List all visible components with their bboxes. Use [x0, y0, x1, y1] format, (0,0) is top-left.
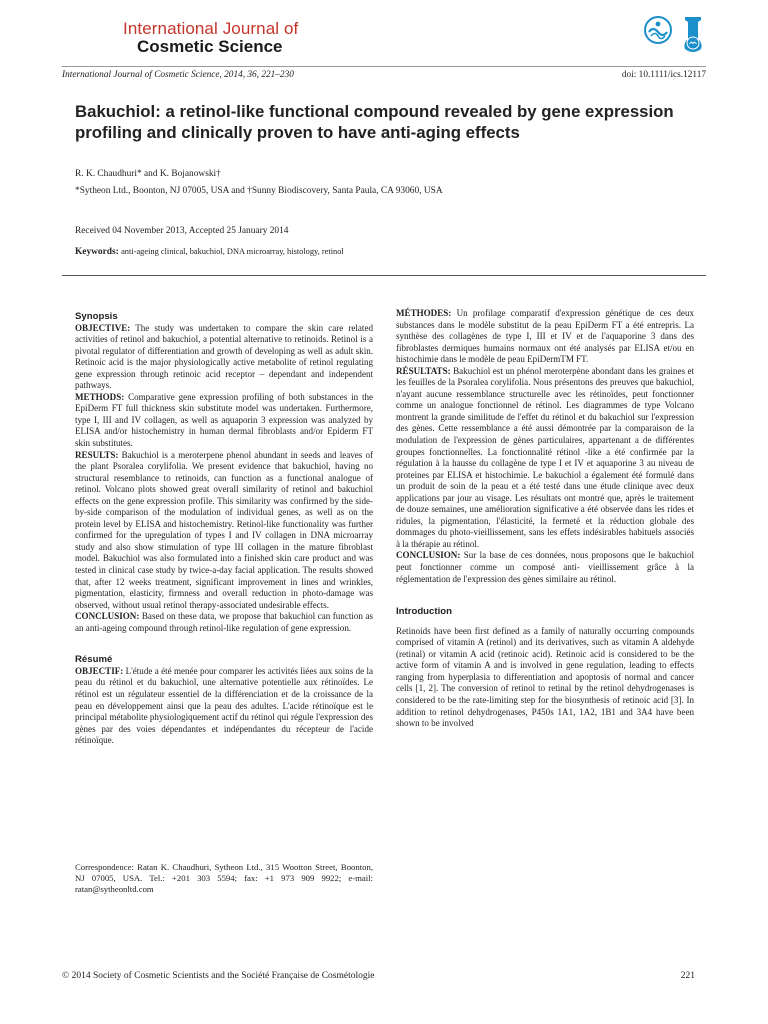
section-divider	[62, 275, 706, 276]
header-divider	[62, 66, 706, 67]
keywords	[75, 247, 344, 257]
label: RESULTS:	[75, 449, 119, 460]
journal-title-line1: International Journal of	[123, 19, 299, 38]
authors: R. K. Chaudhuri* and K. Bojanowski†	[75, 169, 221, 179]
synopsis-heading: Synopsis	[75, 311, 118, 322]
label: CONCLUSION:	[75, 611, 140, 622]
label: MÉTHODES:	[396, 308, 452, 318]
text: Bakuchiol est un phénol meroterpène abondant dans les graines et les feuilles de la Psoralea corylifolia. Nous présentons des preuves que bakuchiol, n'ayant aucune ressemblance structurelle avec les rétinoïdes, peut fonctionner comme un analogue fonctionnel de rétinol. Les diagrammes de type Volcano montrent la grande similitude de l'effet du rétinol et du bakuchiol sur l'expression des gènes. Cette ressemblance a été aussi démontrée par la comparaison de la modulation de l'expression de gènes particulaires, appartenant a de différentes groupes fonctionnelles. La fonctionnalité rétinol -like a été confirmée par la régulation à la hausse du collagène de type I et IV et aquaporine 3 au niveau de proteines par ELISA et histochimie. Le bakuchiol a également été formulé dans un produit de soin de la peau et a été testé dans une étude clinique avec deux applications par jour au visage. Les résultats ont montré que, après le traitement de douze semaines, une amélioration significative a été observée dans les rides et ridules, la pigmentation, l'élasticité, la fermeté et la réduction globale des dommages du photo-vieillissement, sans les effets indésirables habituels associés à la thérapie au rétinol.	[396, 365, 694, 549]
introduction-text: Retinoids have been first defined as a family of naturally occurring compounds comprised of vitamin A (retinol) and its derivatives, such as vitamin A aldehyde (retinal) or vitamin A acid (retinoic acid). Retinoic acid is considered to be the active form of vitamin A and is involved in gene regulation, leading to effects ranging from hyperplasia to differentiation and apoptosis of normal and cancer cells [1, 2]. The conversion of retinol to retinal by the retinol dehydrogenases is considered to be the rate-limiting step for the biosynthesis of retinoic acid [3]. In addition to retinol dehydrogenases, P450s 1A1, 1A2, 1B1 and 3A4 have been shown to be involved	[396, 625, 694, 729]
wave-logo-icon	[643, 15, 673, 58]
synopsis-objective	[75, 323, 373, 392]
left-column	[75, 311, 373, 747]
keywords-list: anti-ageing clinical, bakuchiol, DNA microarray, histology, retinol	[121, 247, 344, 256]
resume-conclusion	[396, 550, 694, 585]
resume-methods	[396, 308, 694, 366]
text: L'étude a été menée pour comparer les activités liées aux soins de la peau du rétinol et du bakuchiol, une alternative potentielle aux rétinoïdes. Le rétinol est un régulateur essentiel de la différenciation et de la croissance de la peau en développement ainsi que la peau des adultes. L'acide rétinoïque est le principal métabolite physiologiquement actif du rétinol qui régule l'expression des gènes par des voies dépendantes et indépendantes du récepteur de l'acide rétinoïque.	[75, 665, 373, 746]
scs-shield-logo-icon	[681, 15, 705, 58]
introduction-heading: Introduction	[396, 606, 452, 618]
citation: International Journal of Cosmetic Science, 2014, 36, 221–230	[62, 70, 294, 80]
journal-logos	[643, 15, 705, 58]
text: Comparative gene expression profiling of both substances in the EpiDerm FT full thickness skin substitute model was undertaken. Furthermore, type I, III and IV collagen, as well as aquaporin 3 expression was analyzed by ELISA and/or histochemistry in human dermal fibroblasts and/or Epiderm FT skin substitutes.	[75, 391, 373, 449]
keywords-label: Keywords:	[75, 247, 119, 257]
resume-heading: Résumé	[75, 654, 113, 666]
label: OBJECTIVE:	[75, 322, 131, 333]
label: METHODS:	[75, 391, 125, 402]
copyright: © 2014 Society of Cosmetic Scientists and the Société Française de Cosmétologie	[62, 971, 375, 981]
text: Based on these data, we propose that bakuchiol can function as an anti-ageing compound through retinol-like regulation of gene expression.	[75, 611, 373, 633]
journal-title-line2: Cosmetic Science	[137, 37, 283, 56]
affiliation: *Sytheon Ltd., Boonton, NJ 07005, USA and †Sunny Biodiscovery, Santa Paula, CA 93060, USA	[75, 186, 443, 196]
doi[interactable]: doi: 10.1111/ics.12117	[621, 70, 706, 80]
article-title: Bakuchiol: a retinol-like functional compound revealed by gene expression profiling and clinically proven to have anti-aging effects	[75, 102, 674, 142]
label: CONCLUSION:	[396, 550, 461, 561]
label: RÉSULTATS:	[396, 365, 451, 376]
page-number: 221	[680, 971, 695, 981]
synopsis-results	[75, 450, 373, 612]
resume-results	[396, 366, 694, 551]
label: OBJECTIF:	[75, 665, 124, 676]
right-column	[396, 308, 694, 730]
text: The study was undertaken to compare the skin care related activities of retinol and bakuchiol, a potential alternative to retinoids. Retinol is a pivotal regulator of differentiation and growth of developing as well as adult skin. Retinoic acid is the major physiologically active metabolite of retinol regulating gene expression through retinoic acid receptor – dependant and independent pathways.	[75, 322, 373, 391]
text: Sur la base de ces données, nous proposons que le bakuchiol peut fonctionner comme un composé anti- vieillissement grâce à la réglementation de l'expression des gènes similaire au rétinol.	[396, 550, 694, 584]
journal-title	[123, 20, 298, 55]
synopsis-methods	[75, 392, 373, 450]
synopsis-conclusion	[75, 611, 373, 634]
text: Bakuchiol is a meroterpene phenol abundant in seeds and leaves of the plant Psoralea corylifolia. We present evidence that bakuchiol, having no structural resemblance to retinoids, can function as a functional analogue of retinol. Volcano plots showed great overall similarity of retinol and bakuchiol effects on the gene expression profile. This similarity was confirmed by the side-by-side comparison of the modulation of individual genes, as well as on the protein level by ELISA and histochemistry. Retinol-like functionality was further confirmed for the upregulation of types I and IV collagen in DNA microarray study and also show stimulation of type III collagen in the mature fibroblast model. Bakuchiol was also formulated into a finished skin care product and was tested in clinical case study by twice-a-day facial application. The results showed that, after 12 weeks treatment, significant improvement in lines and wrinkles, pigmentation, elasticity, firmness and overall reduction in photo-damage was observed, without usual retinol therapy-associated undesirable effects.	[75, 449, 373, 610]
text: Un profilage comparatif d'expression génétique de ces deux substances dans le modèle substitut de la peau EpiDerm FT a été entrepris. La synthèse des collagènes de type I, III et IV et de l'aquaporine 3 dans des fibroblastes dermiques humains normaux ont été analysés par ELISA et/ou en histochimie dans le modèle de peau EpiDermTM FT.	[396, 308, 694, 365]
received-date: Received 04 November 2013, Accepted 25 January 2014	[75, 226, 289, 236]
correspondence: Correspondence: Ratan K. Chaudhuri, Sytheon Ltd., 315 Wootton Street, Boonton, NJ 07005, USA. Tel.: +201 303 5594; fax: +1 973 909 9922; e-mail: ratan@sytheonltd.com	[75, 862, 373, 894]
resume-objective	[75, 666, 373, 747]
